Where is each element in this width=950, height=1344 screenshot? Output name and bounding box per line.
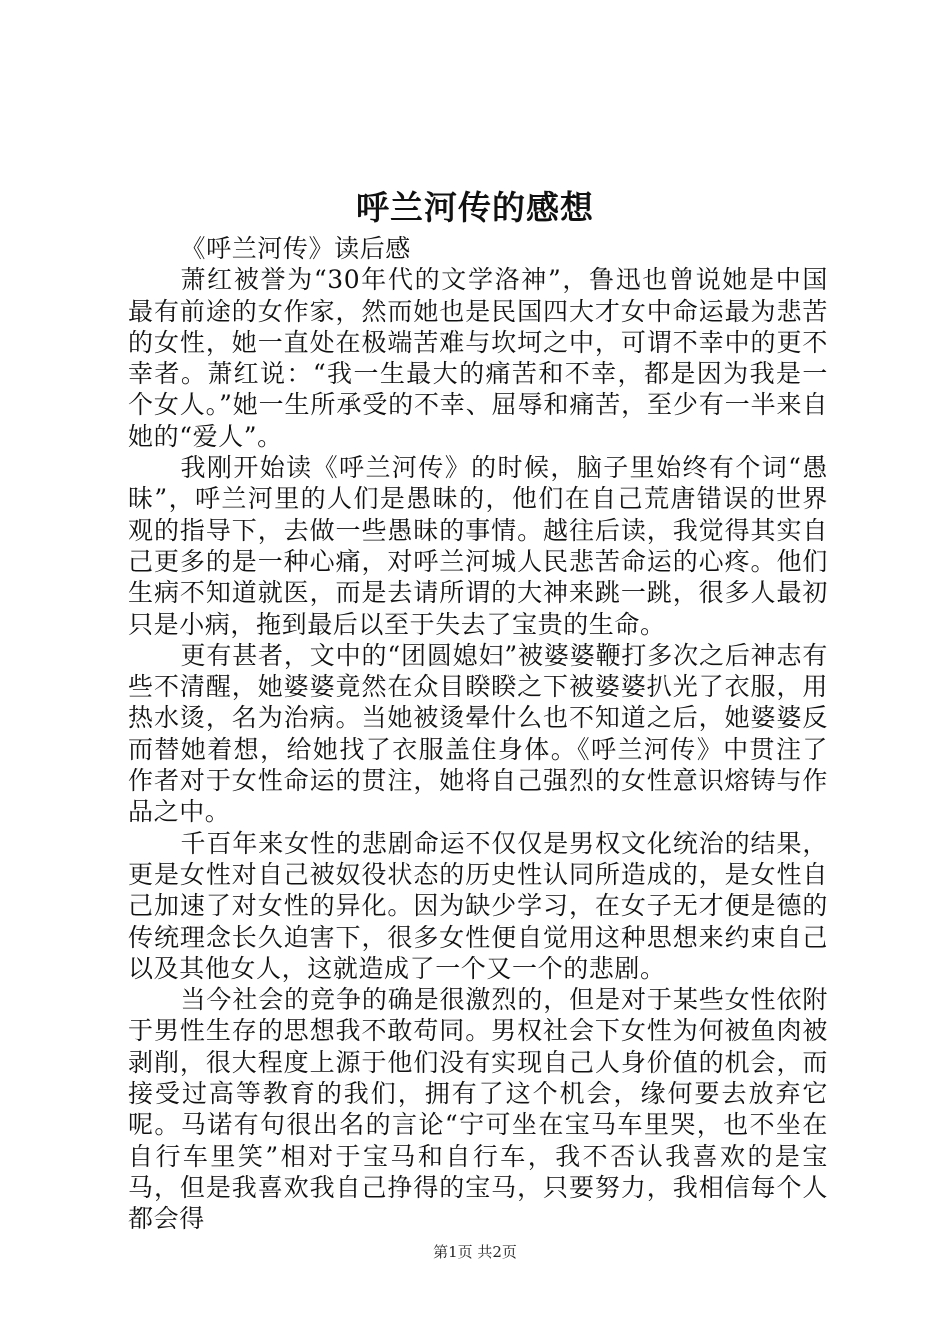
document-body	[128, 233, 828, 1235]
paragraph-3: 更有甚者，文中的“团圆媳妇”被婆婆鞭打多次之后神志有些不清醒，她婆婆竟然在众目睽睽之下被婆婆扒光了衣服，用热水烫，名为治病。当她被烫晕什么也不知道之后，她婆婆反而替她着想，给她找了衣服盖住身体。《呼兰河传》中贯注了作者对于女性命运的贯注，她将自己强烈的女性意识熔铸与作品之中。	[128, 640, 828, 827]
paragraph-1: 萧红被誉为“30年代的文学洛神”，鲁迅也曾说她是中国最有前途的女作家，然而她也是民国四大才女中命运最为悲苦的女性，她一直处在极端苦难与坎坷之中，可谓不幸中的更不幸者。萧红说：“我一生最大的痛苦和不幸，都是因为我是一个女人。”她一生所承受的不幸、屈辱和痛苦，至少有一半来自她的“爱人”。	[128, 265, 828, 451]
subtitle: 《呼兰河传》读后感	[180, 234, 411, 263]
page-title: 呼兰河传的感想	[356, 188, 594, 227]
paragraph-4: 千百年来女性的悲剧命运不仅仅是男权文化统治的结果，更是女性对自己被奴役状态的历史性认同所造成的，是女性自己加速了对女性的异化。因为缺少学习，在女子无才便是德的传统理念长久迫害下，很多女性便自觉用这种思想来约束自己以及其他女人，这就造成了一个又一个的悲剧。	[128, 828, 828, 983]
paragraph-5: 当今社会的竞争的确是很激烈的，但是对于某些女性依附于男性生存的思想我不敢苟同。男权社会下女性为何被鱼肉被剥削，很大程度上源于他们没有实现自己人身价值的机会，而接受过高等教育的我们，拥有了这个机会，缘何要去放弃它呢。马诺有句很出名的言论“宁可坐在宝马车里哭，也不坐在自行车里笑”相对于宝马和自行车，我不否认我喜欢的是宝马，但是我喜欢我自己挣得的宝马，只要努力，我相信每个人都会得	[128, 985, 828, 1234]
paragraph-2: 我刚开始读《呼兰河传》的时候，脑子里始终有个词“愚昧”，呼兰河里的人们是愚昧的，他们在自己荒唐错误的世界观的指导下，去做一些愚昧的事情。越往后读，我觉得其实自己更多的是一种心痛，对呼兰河城人民悲苦命运的心疼。他们生病不知道就医，而是去请所谓的大神来跳一跳，很多人最初只是小病，拖到最后以至于失去了宝贵的生命。	[128, 453, 828, 639]
page-footer: 第1页 共2页	[433, 1243, 517, 1261]
